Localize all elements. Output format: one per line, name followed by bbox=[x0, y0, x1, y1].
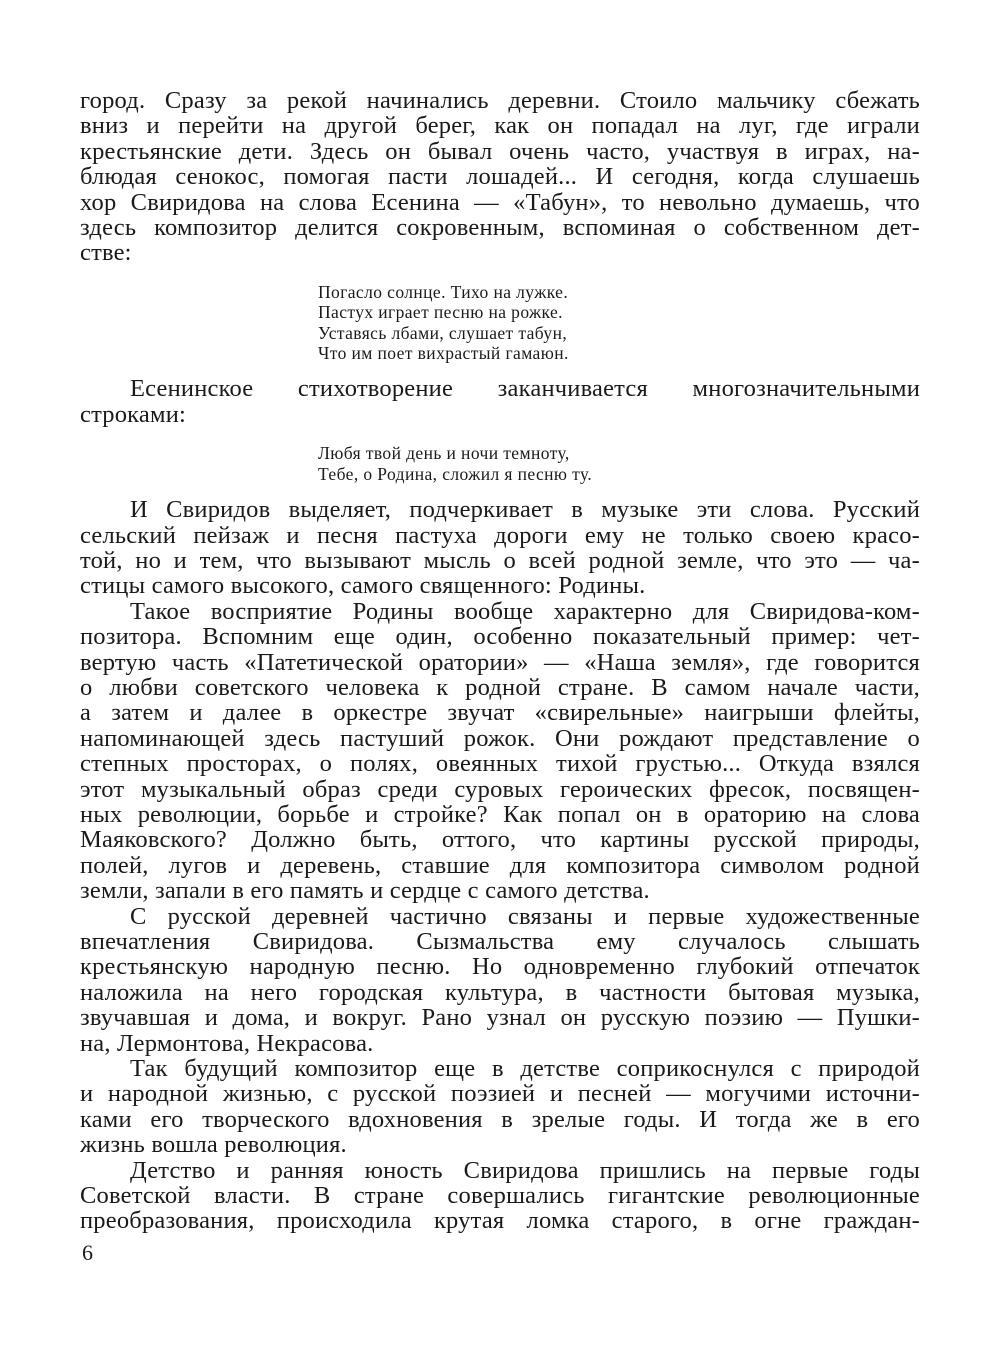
text-line: напоминающей здесь пастуший рожок. Они рождают представление о bbox=[80, 724, 920, 752]
text-line: вниз и перейти на другой берег, как он попадал на луг, где играли bbox=[80, 112, 920, 140]
verse-line: Тебе, о Родина, сложил я песню ту. bbox=[318, 463, 593, 484]
page-number: 6 bbox=[82, 1240, 93, 1265]
paragraph bbox=[80, 497, 920, 599]
text-line: впечатления Свиридова. Сызмальства ему случалось слышать bbox=[80, 928, 920, 955]
text-line: Маяковского? Должно быть, оттого, что картины русской природы, bbox=[80, 826, 920, 854]
text-line: а затем и далее в оркестре звучат «свирельные» наигрыши флейты, bbox=[80, 699, 920, 727]
text-line: преобразования, происходила крутая ломка старого, в огне граждан- bbox=[80, 1207, 920, 1235]
text-line: строками: bbox=[80, 400, 187, 428]
text-line: ных революции, борьбе и стройке? Как попал он в ораторию на слова bbox=[80, 800, 920, 828]
text-line: степных просторах, о полях, овеянных тихой грустью... Откуда взялся bbox=[80, 750, 920, 778]
text-line: С русской деревней частично связаны и первые художественные bbox=[130, 902, 920, 930]
paragraph bbox=[80, 1056, 920, 1158]
text-line: на, Лермонтова, Некрасова. bbox=[80, 1029, 374, 1057]
text-line: Такое восприятие Родины вообще характерно для Свиридова-ком- bbox=[130, 597, 920, 625]
text-line: сельский пейзаж и песня пастуха дороги ему не только своею красо- bbox=[80, 521, 920, 549]
text-line: блюдая сенокос, помогая пасти лошадей... И сегодня, когда слушаешь bbox=[80, 163, 920, 191]
text-line: крестьянскую народную песню. Но одновременно глубокий отпечаток bbox=[80, 953, 920, 981]
text-line: Детство и ранняя юность Свиридова пришлись на первые годы bbox=[130, 1156, 920, 1184]
text-line: этот музыкальный образ среди суровых героических фресок, посвящен- bbox=[80, 775, 920, 803]
text-line: крестьянские дети. Здесь он бывал очень часто, участвуя в играх, на- bbox=[80, 137, 920, 165]
text-line: земли, запали в его память и сердце с самого детства. bbox=[80, 877, 650, 905]
text-line: той, но и тем, что вызывают мысль о всей родной земле, что это — ча- bbox=[80, 546, 920, 574]
text-line: наложила на него городская культура, в частности бытовая музыка, bbox=[80, 978, 920, 1006]
verse-line: Что им поет вихрастый гамаюн. bbox=[318, 343, 569, 364]
text-line: жизнь вошла революция. bbox=[80, 1131, 347, 1159]
text-line: город. Сразу за рекой начинались деревни. Стоило мальчику сбежать bbox=[80, 87, 920, 114]
paragraph bbox=[80, 88, 920, 266]
text-line: И Свиридов выделяет, подчеркивает в музыке эти слова. Русский bbox=[130, 496, 920, 524]
poem-quote bbox=[318, 282, 920, 364]
text-line: и народной жизнью, с русской поэзией и песней — могучими источни- bbox=[80, 1080, 920, 1108]
verse-line: Уставясь лбами, слушает табун, bbox=[318, 322, 568, 343]
text-line: о любви советского человека к родной стране. В самом начале части, bbox=[80, 673, 920, 701]
text-line: Советской власти. В стране совершались гигантские революционные bbox=[80, 1182, 920, 1210]
paragraph bbox=[80, 904, 920, 1056]
book-page bbox=[80, 88, 920, 1234]
paragraph bbox=[80, 1158, 920, 1234]
paragraph bbox=[80, 376, 920, 427]
text-line: вертую часть «Патетической оратории» — «Наша земля», где говорится bbox=[80, 648, 920, 676]
text-line: позитора. Вспомним еще один, особенно показательный пример: чет- bbox=[80, 623, 920, 651]
text-line: хор Свиридова на слова Есенина — «Табун», то невольно думаешь, что bbox=[80, 188, 920, 216]
text-line: Есенинское стихотворение заканчивается многозначительными bbox=[130, 375, 920, 403]
text-line: здесь композитор делится сокровенным, вспоминая о собственном дет- bbox=[80, 214, 920, 242]
text-line: стве: bbox=[80, 239, 132, 267]
text-line: полей, лугов и деревень, ставшие для композитора символом родной bbox=[80, 851, 920, 879]
paragraph bbox=[80, 599, 920, 904]
text-line: звучавшая и дома, и вокруг. Рано узнал он русскую поэзию — Пушки- bbox=[80, 1004, 920, 1032]
poem-quote bbox=[318, 443, 920, 484]
verse-line: Погасло солнце. Тихо на лужке. bbox=[318, 281, 569, 302]
text-line: Так будущий композитор еще в детстве соприкоснулся с природой bbox=[130, 1055, 920, 1083]
verse-line: Любя твой день и ночи темноту, bbox=[318, 443, 570, 464]
text-line: стицы самого высокого, самого священного: Родины. bbox=[80, 572, 646, 600]
text-line: ками его творческого вдохновения в зрелые годы. И тогда же в его bbox=[80, 1105, 920, 1133]
verse-line: Пастух играет песню на рожке. bbox=[318, 302, 563, 323]
